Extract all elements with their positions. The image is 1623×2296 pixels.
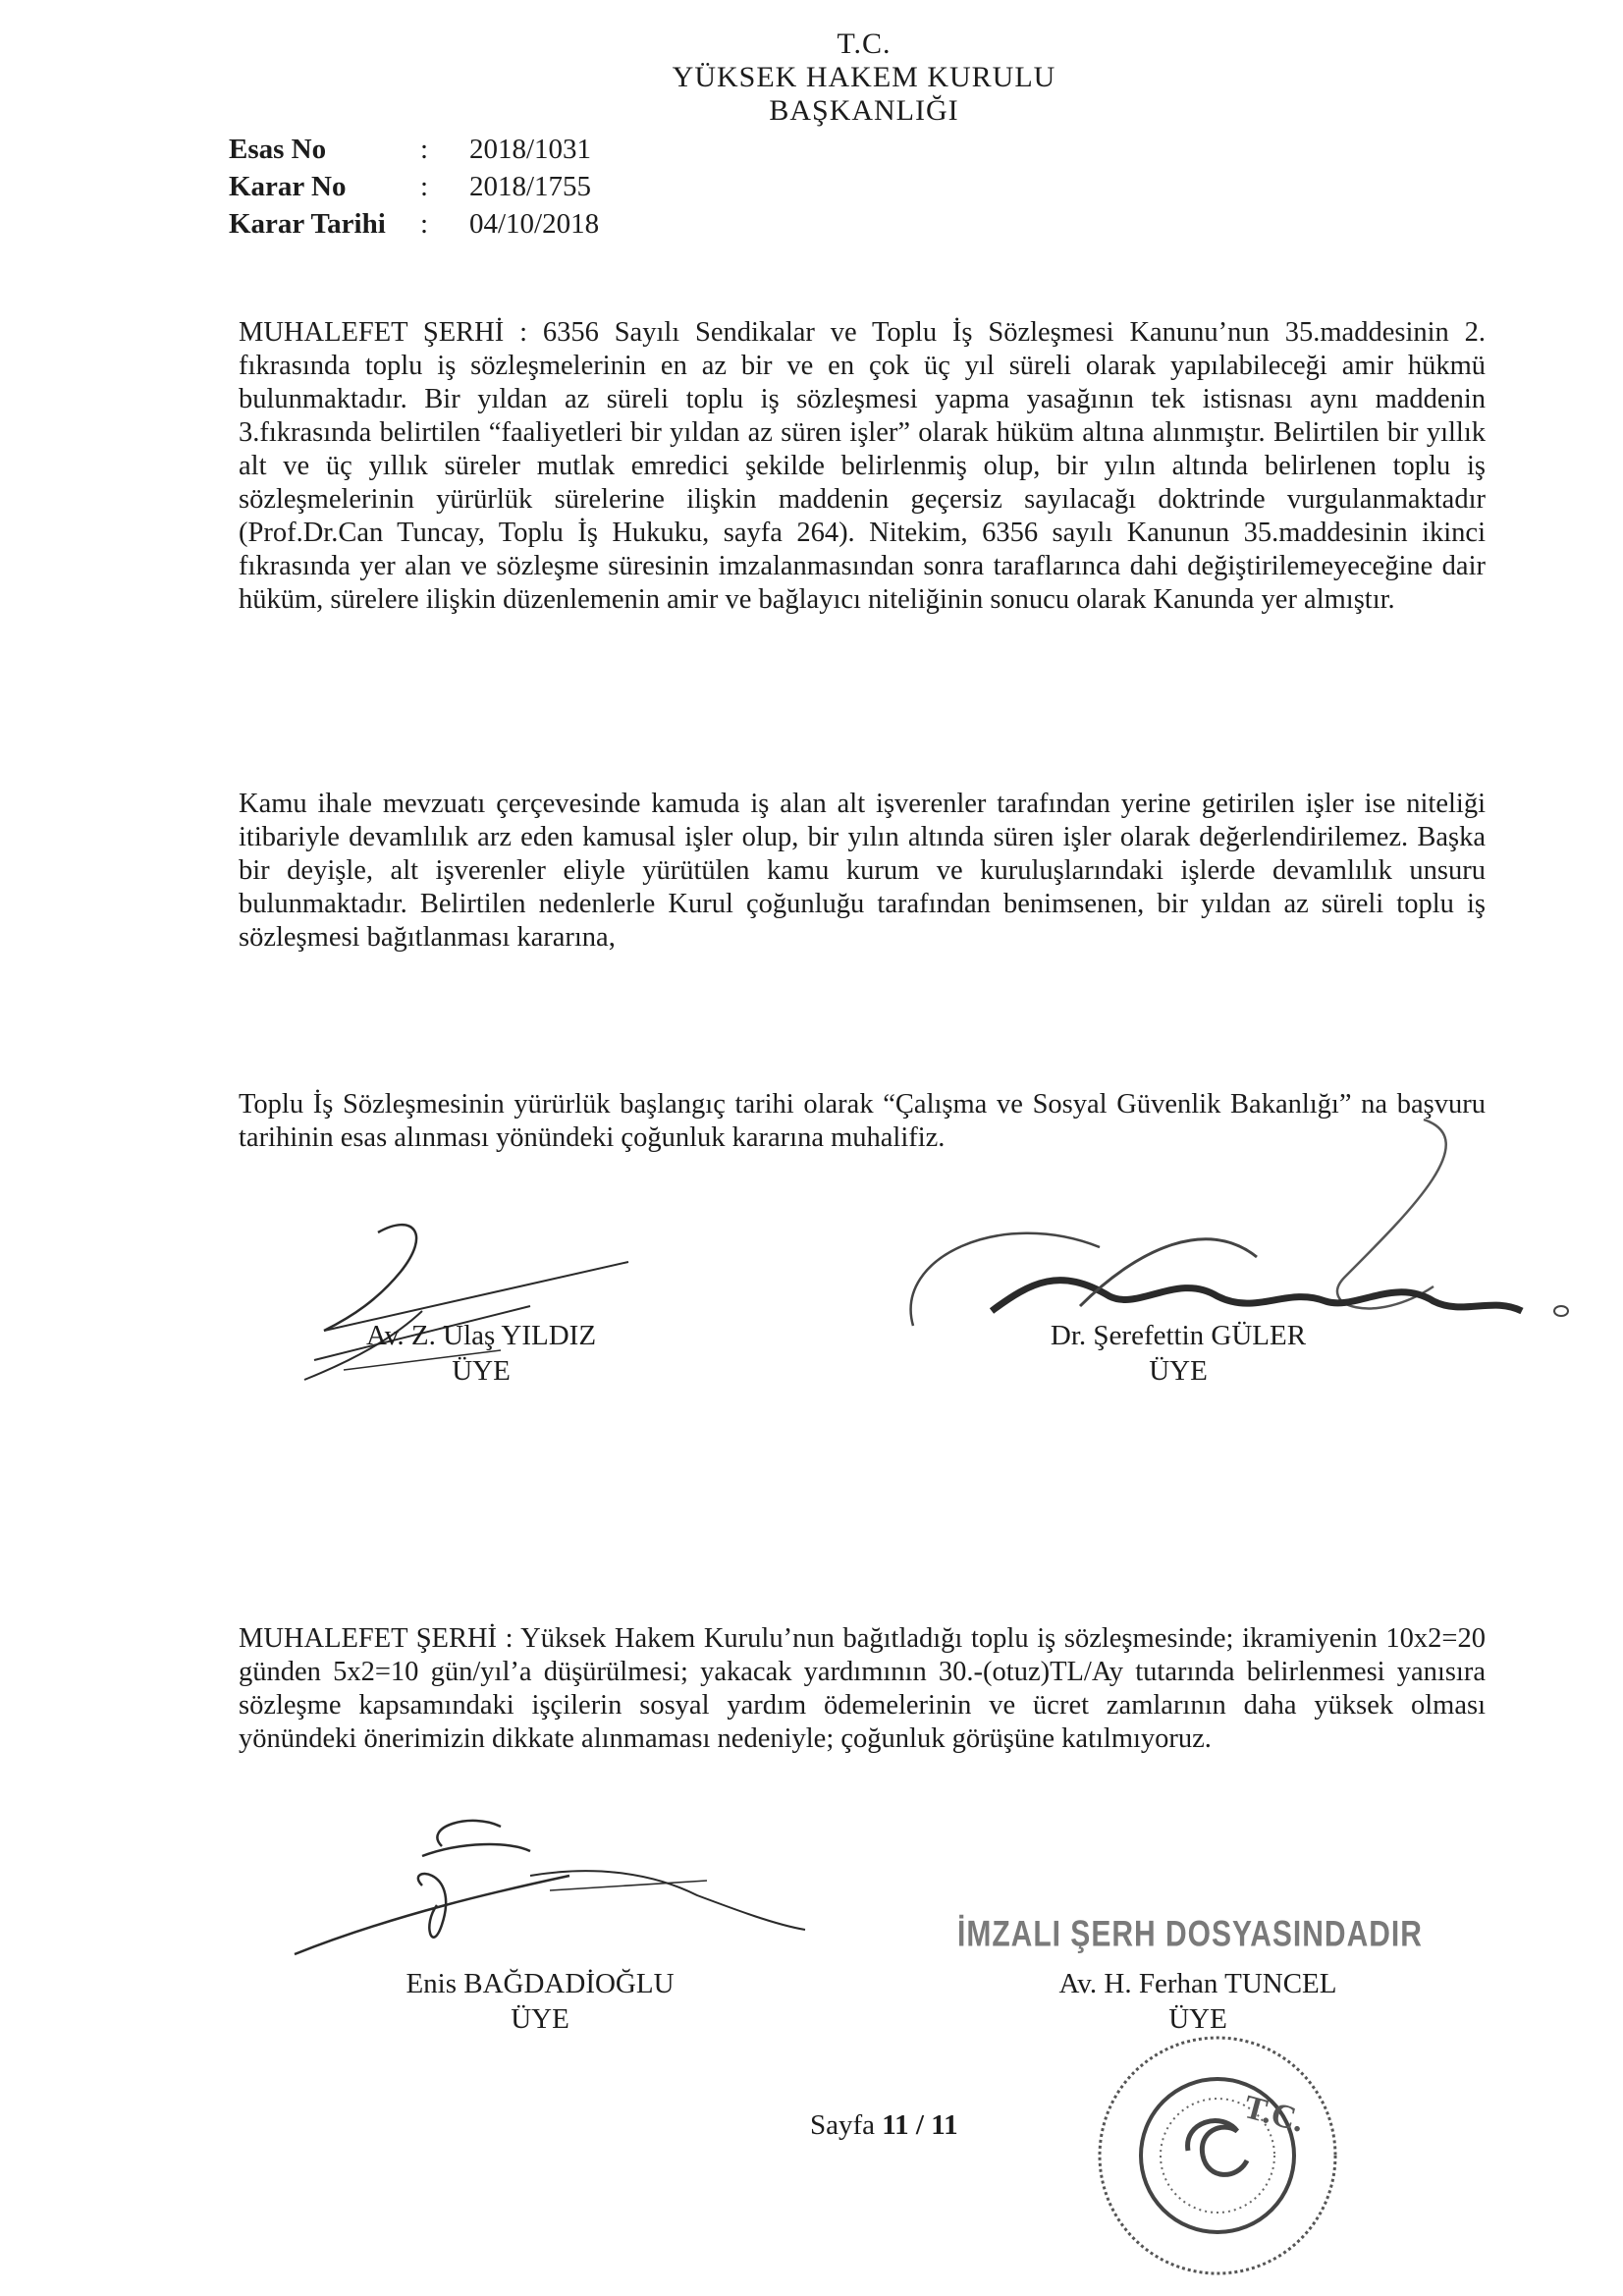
page-number: 11 / 11 [882, 2109, 958, 2141]
official-seal [1075, 2023, 1360, 2288]
dissent-paragraph-1: MUHALEFET ŞERHİ : 6356 Sayılı Sendikalar ve Toplu İş Sözleşmesi Kanunu’nun 35.maddesinin 2. fıkrasında toplu iş sözleşmelerinin en az bir ve en çok üç yıl süreli olarak yapılabileceği amir hükmü bulunmaktadır. Bir yıldan az süreli toplu iş sözleşmesi yapma yasağının tek istisnası aynı maddenin 3.fıkrasında belirtilen “faaliyetleri bir yıldan az süren işler” olarak hüküm altına alınmıştır. Belirtilen bir yıllık alt ve üç yıllık süreler mutlak emredici şekilde belirlenmiş olup, bir yılın altında belirlenen toplu iş sözleşmelerinin yürürlük sürelerine ilişkin maddenin geçersiz sayılacağı doktrinde vurgulanmaktadır (Prof.Dr.Can Tuncay, Toplu İş Hukuku, sayfa 264). Nitekim, 6356 sayılı Kanunun 35.maddesinin ikinci fıkrasında yer alan ve sözleşme süresinin imzalanmasından sonra taraflarınca dahi değiştirilemeyeceğine dair hüküm, sürelere ilişkin düzenlemenin amir ve bağlayıcı niteliğinin sonucu olarak Kanunda yer almıştır. [239, 317, 1486, 615]
meta-row-tarih [229, 205, 599, 243]
signatory-tuncel [992, 1966, 1404, 2037]
page-footer [810, 2109, 958, 2142]
case-meta [229, 131, 599, 243]
page-label: Sayfa [810, 2109, 876, 2141]
meta-value: 2018/1755 [469, 171, 592, 202]
signatory-name: Av. H. Ferhan TUNCEL [1058, 1968, 1337, 1999]
dissent-paragraph-3: Toplu İş Sözleşmesinin yürürlük başlangıç tarihi olarak “Çalışma ve Sosyal Güvenlik Bakanlığı” na başvuru tarihinin esas alınması yönündeki çoğunluk kararına muhalifiz. [239, 1089, 1486, 1153]
signed-dissent-stamp: İMZALI ŞERH DOSYASINDADIR [957, 1913, 1423, 1954]
meta-row-esas [229, 131, 599, 168]
signature-bagdadioglu [275, 1807, 825, 1974]
meta-sep: : [420, 208, 429, 240]
signatory-bagdadioglu [324, 1966, 756, 2037]
signatory-role: ÜYE [452, 1355, 511, 1387]
signatory-role: ÜYE [511, 2003, 569, 2035]
seal-label: T.C. [1239, 2088, 1309, 2140]
meta-value: 2018/1031 [469, 134, 592, 165]
signatory-role: ÜYE [1168, 2003, 1227, 2035]
meta-value: 04/10/2018 [469, 208, 600, 240]
dissent-paragraph-4: MUHALEFET ŞERHİ : Yüksek Hakem Kurulu’nun bağıtladığı toplu iş sözleşmesinde; ikramiyenin 10x2=20 günden 5x2=10 gün/yıl’a düşürülmesi; yakacak yardımının 30.-(otuz)TL/Ay tutarında belirlenmesi yanısıra sözleşme kapsamındaki işçilerin sosyal yardım ödemelerinin ve ücret zamlarının daha yüksek olması yönündeki önerimizin dikkate alınmaması nedeniyle; çoğunluk görüşüne katılmıyoruz. [239, 1623, 1486, 1754]
meta-row-karar [229, 168, 599, 205]
header-presidency: BAŞKANLIĞI [769, 94, 959, 127]
meta-label: Karar No [229, 171, 347, 202]
meta-sep: : [420, 134, 429, 165]
meta-label: Esas No [229, 134, 327, 165]
meta-sep: : [420, 171, 429, 202]
signatory-name: Dr. Şerefettin GÜLER [1050, 1320, 1307, 1351]
signatory-guler [972, 1318, 1384, 1389]
header-institution: YÜKSEK HAKEM KURULU [672, 61, 1056, 93]
signatory-name: Enis BAĞDADİOĞLU [406, 1968, 675, 1999]
signatory-name: Av. Z. Ulaş YILDIZ [365, 1320, 597, 1351]
dissent-paragraph-2: Kamu ihale mevzuatı çerçevesinde kamuda iş alan alt işverenler tarafından yerine getirilen işler ise niteliği itibariyle devamlılık arz eden kamusal işler olup, bir yılın altında süren işler olarak değerlendirilemez. Başka bir deyişle, alt işverenler eliyle yürütülen kamu kurum ve kuruluşlarındaki işlerde devamlılık unsuru bulunmaktadır. Belirtilen nedenlerle Kurul çoğunluğu tarafından benimsenen, bir yıldan az süreli toplu iş sözleşmesi bağıtlanması kararına, [239, 789, 1486, 953]
signatory-role: ÜYE [1149, 1355, 1208, 1387]
signatory-yildiz [295, 1318, 668, 1389]
document-header [609, 27, 1119, 128]
meta-label: Karar Tarihi [229, 208, 386, 240]
header-tc: T.C. [837, 27, 892, 60]
